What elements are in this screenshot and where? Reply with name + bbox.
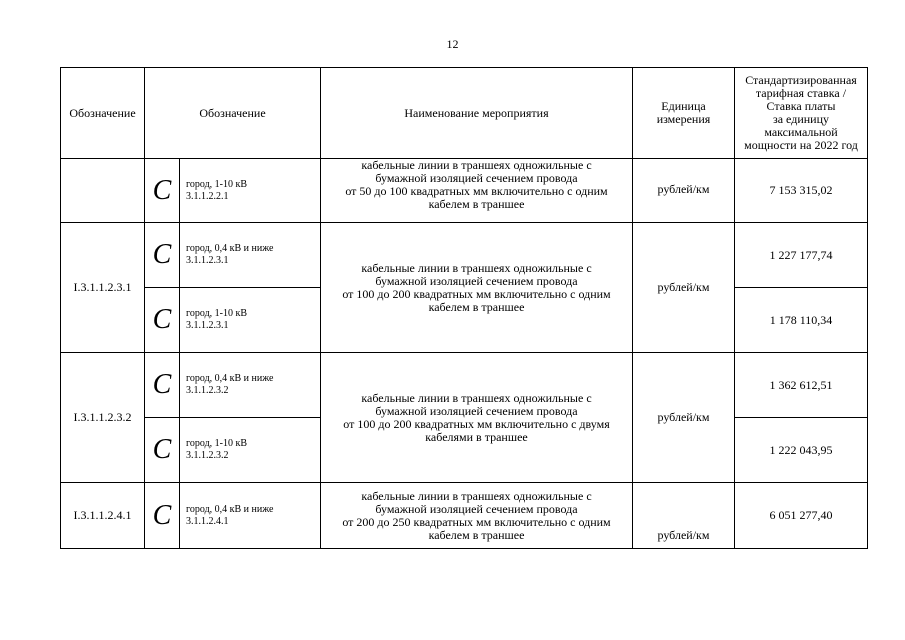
- location-label: город, 1-10 кВ: [186, 438, 248, 449]
- measure-name-line: кабельные линии в траншеях одножильные с: [361, 260, 592, 275]
- table-row: [61, 159, 868, 223]
- row-code: [61, 159, 145, 223]
- unit-cell: рублей/км: [633, 159, 735, 223]
- c-symbol: C: [145, 353, 180, 418]
- location-label: город, 1-10 кВ: [186, 178, 248, 190]
- header-rate-line: Стандартизированная: [745, 73, 857, 87]
- measure-name-line: кабельные линии в траншеях одножильные с: [361, 158, 592, 172]
- measure-name-line: бумажной изоляцией сечением провода: [375, 501, 578, 516]
- header-unit-line2: измерения: [656, 112, 711, 126]
- measure-name-line: от 50 до 100 квадратных мм включительно с одним: [345, 184, 608, 198]
- location-code: 3.1.1.2.2.1: [186, 190, 229, 202]
- location-cell: [180, 353, 321, 418]
- measure-name-line: от 100 до 200 квадратных мм включительно с одним: [342, 286, 611, 301]
- location-cell: [180, 418, 321, 483]
- location-cell: [180, 223, 321, 288]
- row-code: I.3.1.1.2.4.1: [61, 483, 145, 549]
- c-symbol: C: [145, 418, 180, 483]
- c-symbol: C: [145, 483, 180, 549]
- table-row: [61, 483, 868, 549]
- measure-name: [321, 353, 633, 483]
- header-row: [61, 68, 868, 159]
- header-designation-2: Обозначение: [145, 68, 321, 159]
- measure-name-line: кабелем в траншее: [428, 299, 525, 314]
- measure-name-line: от 200 до 250 квадратных мм включительно с одним: [342, 514, 611, 529]
- row-code: I.3.1.1.2.3.2: [61, 353, 145, 483]
- header-rate-line: максимальной: [764, 125, 838, 139]
- row-code: I.3.1.1.2.3.1: [61, 223, 145, 353]
- location-cell: [180, 159, 321, 223]
- header-rate: [735, 68, 868, 159]
- header-designation: Обозначение: [61, 68, 145, 159]
- location-label: город, 1-10 кВ: [186, 308, 248, 319]
- rate-value: 6 051 277,40: [735, 483, 868, 549]
- header-rate-line: Ставка платы: [766, 99, 836, 113]
- measure-name-line: бумажной изоляцией сечением провода: [375, 403, 578, 418]
- c-symbol: C: [145, 223, 180, 288]
- measure-name: [321, 159, 633, 223]
- measure-name-line: кабельные линии в траншеях одножильные с: [361, 390, 592, 405]
- location-code: 3.1.1.2.3.2: [186, 385, 229, 396]
- c-symbol: C: [145, 159, 180, 223]
- unit-cell: рублей/км: [633, 223, 735, 353]
- measure-name-line: кабелем в траншее: [428, 197, 525, 211]
- location-label: город, 0,4 кВ и ниже: [186, 243, 274, 254]
- header-unit-line1: Единица: [661, 99, 706, 113]
- measure-name-line: бумажной изоляцией сечением провода: [375, 171, 578, 185]
- header-rate-line: тарифная ставка /: [755, 86, 847, 100]
- table-row: [61, 223, 868, 288]
- rate-value: 1 362 612,51: [735, 353, 868, 418]
- location-label: город, 0,4 кВ и ниже: [186, 373, 274, 384]
- header-rate-line: мощности на 2022 год: [744, 138, 858, 152]
- header-measure-name: Наименование мероприятия: [321, 68, 633, 159]
- header-rate-line: за единицу: [772, 112, 830, 126]
- location-code: 3.1.1.2.3.1: [186, 255, 229, 266]
- table-row: [61, 353, 868, 418]
- rate-value: 1 222 043,95: [735, 418, 868, 483]
- unit-cell: рублей/км: [633, 483, 735, 549]
- tariff-table: [60, 67, 868, 549]
- measure-name-line: кабельные линии в траншеях одножильные с: [361, 488, 592, 503]
- measure-name-line: кабелями в траншее: [425, 429, 528, 444]
- rate-value: 1 178 110,34: [735, 288, 868, 353]
- measure-name: [321, 483, 633, 549]
- page-number: 12: [446, 37, 459, 51]
- measure-name-line: от 100 до 200 квадратных мм включительно с двумя: [343, 416, 610, 431]
- measure-name: [321, 223, 633, 353]
- location-cell: [180, 483, 321, 549]
- c-symbol: C: [145, 288, 180, 353]
- rate-value: 1 227 177,74: [735, 223, 868, 288]
- header-unit: [633, 68, 735, 159]
- measure-name-line: бумажной изоляцией сечением провода: [375, 273, 578, 288]
- location-cell: [180, 288, 321, 353]
- location-code: 3.1.1.2.3.1: [186, 320, 229, 331]
- rate-value: 7 153 315,02: [735, 159, 868, 223]
- location-label: город, 0,4 кВ и ниже: [186, 503, 274, 515]
- unit-cell: рублей/км: [633, 353, 735, 483]
- location-code: 3.1.1.2.3.2: [186, 450, 229, 461]
- measure-name-line: кабелем в траншее: [428, 527, 525, 542]
- location-code: 3.1.1.2.4.1: [186, 515, 229, 527]
